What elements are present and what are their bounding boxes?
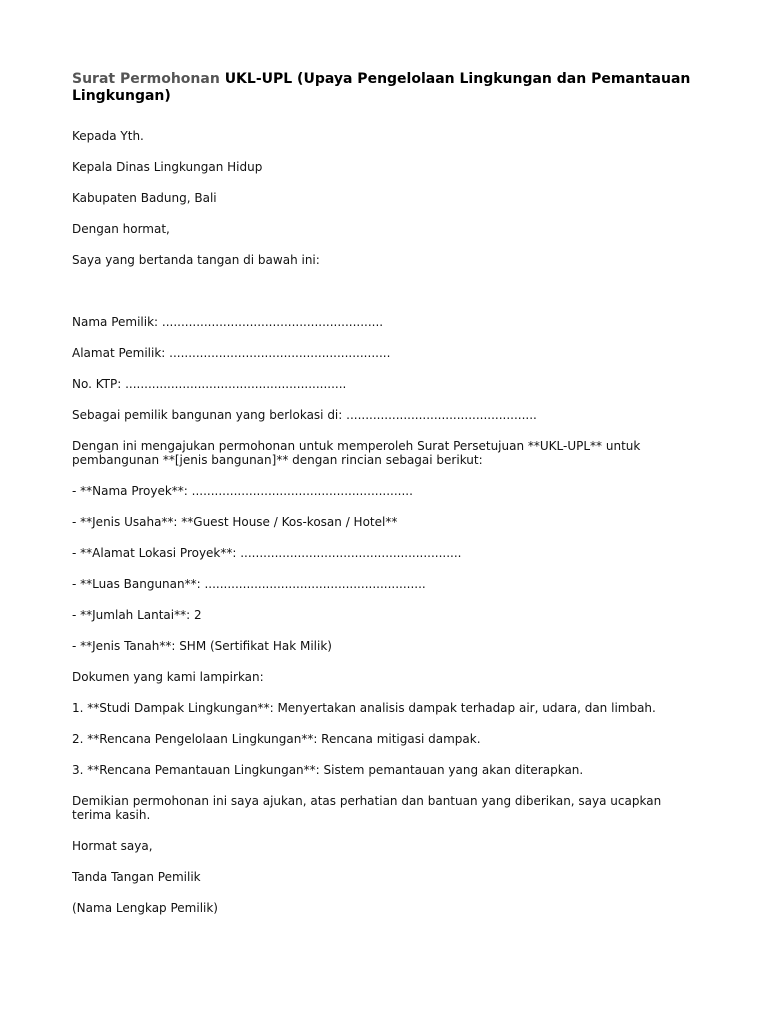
closing-paragraph: Demikian permohonan ini saya ajukan, atas perhatian dan bantuan yang diberikan, saya ucapkan terima kasih. xyxy=(72,794,662,822)
attachment-item: 3. **Rencana Pemantauan Lingkungan**: Sistem pemantauan yang akan diterapkan. xyxy=(72,763,584,777)
greeting: Dengan hormat, xyxy=(72,222,170,236)
blank-space xyxy=(72,284,702,315)
document-title xyxy=(72,71,702,105)
detail-item: - **Alamat Lokasi Proyek**: .......................................................... xyxy=(72,546,462,560)
regards: Hormat saya, xyxy=(72,839,153,853)
owner-address-field: Alamat Pemilik: .......................................................... xyxy=(72,346,391,360)
attachments-heading: Dokumen yang kami lampirkan: xyxy=(72,670,264,684)
request-paragraph: Dengan ini mengajukan permohonan untuk memperoleh Surat Persetujuan **UKL-UPL** untuk pembangunan **[jenis bangunan]** dengan rincian sebagai berikut: xyxy=(72,439,641,467)
owner-ktp-field: No. KTP: .......................................................... xyxy=(72,377,347,391)
owner-name-field: Nama Pemilik: .......................................................... xyxy=(72,315,384,329)
detail-item: - **Luas Bangunan**: .......................................................... xyxy=(72,577,426,591)
attachment-item: 2. **Rencana Pengelolaan Lingkungan**: Rencana mitigasi dampak. xyxy=(72,732,481,746)
intro-text: Saya yang bertanda tangan di bawah ini: xyxy=(72,253,320,267)
attachment-item: 1. **Studi Dampak Lingkungan**: Menyertakan analisis dampak terhadap air, udara, dan limbah. xyxy=(72,701,656,715)
title-prefix: Surat Permohonan xyxy=(72,71,220,87)
signature-label: Tanda Tangan Pemilik xyxy=(72,870,201,884)
detail-item: - **Jenis Tanah**: SHM (Sertifikat Hak Milik) xyxy=(72,639,332,653)
full-name-placeholder: (Nama Lengkap Pemilik) xyxy=(72,901,218,915)
title-main: UKL-UPL (Upaya Pengelolaan Lingkungan dan Pemantauan Lingkungan) xyxy=(72,71,691,104)
recipient-office: Kepala Dinas Lingkungan Hidup xyxy=(72,160,263,174)
recipient-location: Kabupaten Badung, Bali xyxy=(72,191,217,205)
detail-item: - **Jumlah Lantai**: 2 xyxy=(72,608,202,622)
detail-item: - **Jenis Usaha**: **Guest House / Kos-kosan / Hotel** xyxy=(72,515,398,529)
document-body xyxy=(72,71,702,932)
recipient-to: Kepada Yth. xyxy=(72,129,144,143)
detail-item: - **Nama Proyek**: .......................................................... xyxy=(72,484,413,498)
building-location-field: Sebagai pemilik bangunan yang berlokasi di: .................................................. xyxy=(72,408,537,422)
